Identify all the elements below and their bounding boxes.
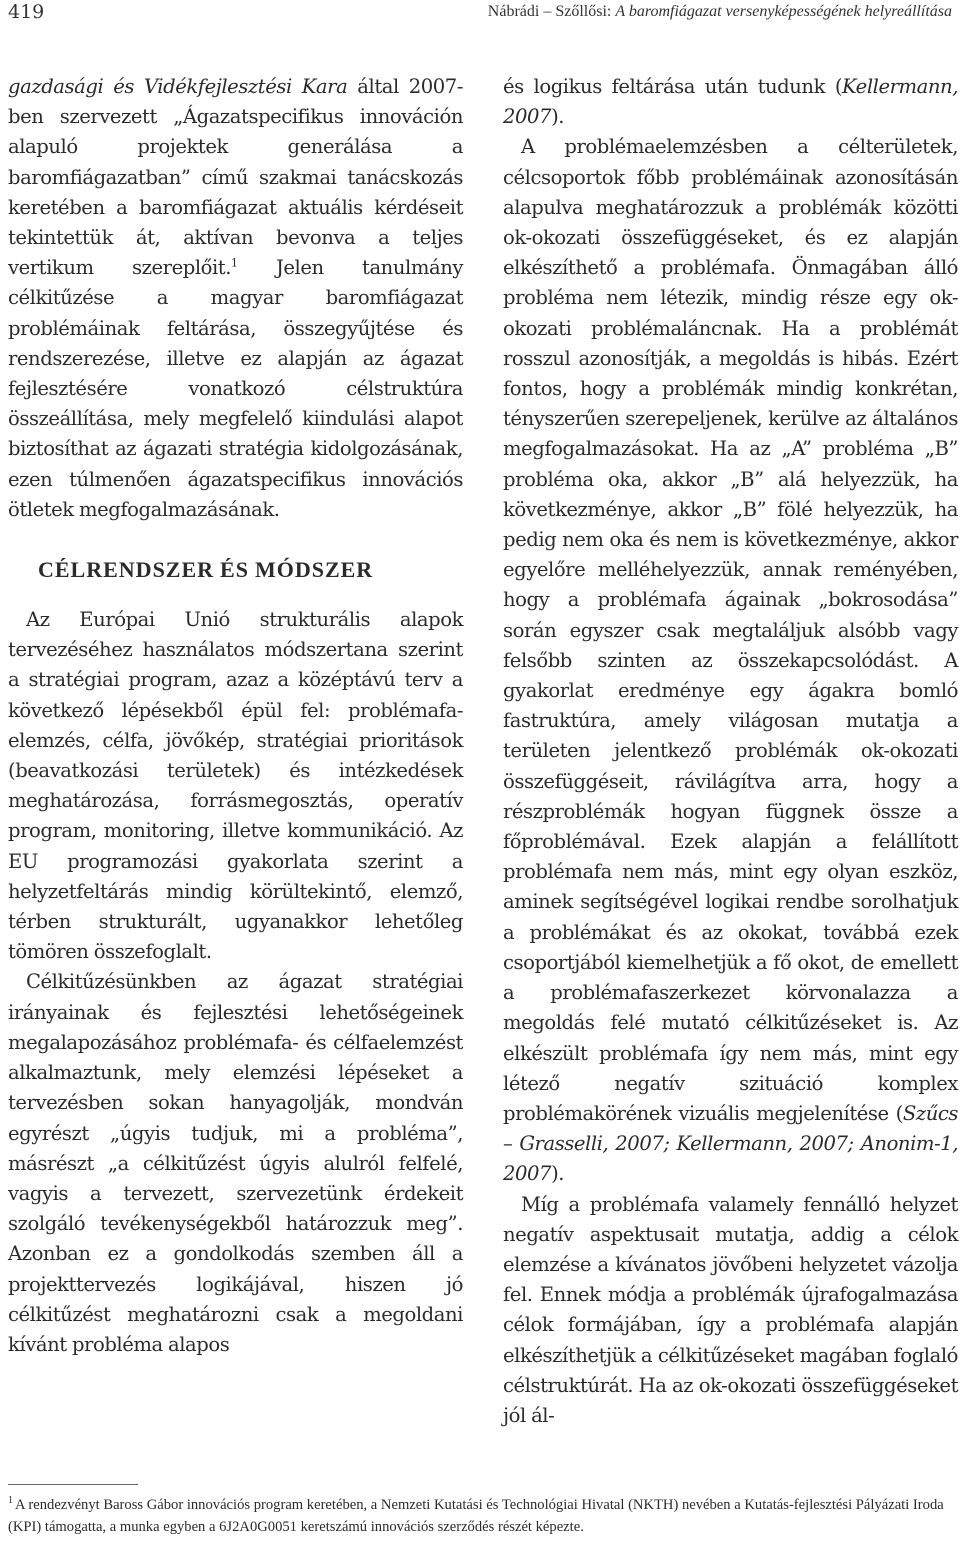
footnote — [8, 1494, 948, 1538]
intro-text: által 2007-ben szervezett „Ágazatspecifikus innováción alapuló projektek generálása a baromfiágazatban” című szakmai tanácskozás keretében a baromfiágazat aktuális kérdéseit tekintettük át, aktívan bevonva a teljes vertikum szereplőit. — [8, 75, 463, 280]
footnote-marker: 1 — [8, 1495, 13, 1506]
objective-paragraph: Célkitűzésünkben az ágazat stratégiai irányainak és fejlesztési lehetőségeinek megalapozásához problémafa- és célfaelemzést alkalmaztunk, mely elemzési lépéseket a tervezésben sokan hanyagolják, mondván egyrészt „úgyis tudjuk, mi a probléma”, másrészt „a célkitűzést úgyis alulról felfelé, vagyis a tervezett, szervezetünk érdekeit szolgáló tevékenységekből határozzuk meg”. Azonban ez a gondolkodás szemben áll a projekttervezés logikájával, hiszen jó célkitűzést meghatározni csak a megoldani kívánt probléma alapos — [8, 970, 463, 1356]
intro-paragraph — [8, 72, 463, 525]
citation: Kellermann, 2007 — [503, 75, 958, 129]
section-heading: CÉLRENDSZER ÉS MÓDSZER — [38, 557, 374, 583]
left-column — [8, 72, 463, 1360]
goal-analysis-paragraph: Míg a problémafa valamely fennálló helyzet negatív aspektusait mutatja, addig a célok elemzése a kívánatos jövőbeni helyzetet vázolja fel. Ennek módja a problémák újrafogalmazása célok formájában, így a problémafa alapján elkészíthetjük a célkitűzéseket magában foglaló célstruktúrát. Ha az ok-okozati összefüggéseket jól ál- — [503, 1192, 958, 1427]
method-paragraph: Az Európai Unió strukturális alapok tervezéséhez használatos módszertana szerint a stratégiai program, azaz a középtávú terv a következő lépésekből épül fel: problémafa-elemzés, célfa, jövőkép, stratégiai prioritások (beavatkozási területek) és intézkedések meghatározása, forrásmegosztás, operatív program, monitoring, illetve kommunikáció. Az EU programozási gyakorlata szerint a helyzetfeltárás mindig körültekintő, elemző, térben strukturált, ugyanakkor lehetőleg tömören összefoglalt. — [8, 608, 463, 964]
footnote-reference: 1 — [231, 256, 238, 270]
footnote-divider — [8, 1484, 138, 1485]
problem-analysis-text: A problémaelemzésben a célterületek, célcsoportok főbb problémáinak azonosításán alapulva meghatározzuk a problémák közötti ok-okozati összefüggéseket, és ez alapján elkészíthető a problémafa. Önmagában álló probléma nem létezik, mindig része egy ok-okozati problémaláncnak. Ha a problémát rosszul azonosítják, a megoldás is hibás. Ezért fontos, hogy a problémák mindig konkrétan, tényszerűen szerepeljenek, kerülve az általános megfogalmazásokat. Ha az „A” probléma „B” probléma oka, akkor „B” alá helyezzük, ha következménye, akkor „B” fölé helyezzük, ha pedig nem oka és nem is következménye, akkor egyelőre melléhelyezzük, annak reményében, hogy a problémafa ágainak „bokrosodása” során egyszer csak megtaláljuk alsóbb vagy felsőbb szinten az összekapcsolódást. A gyakorlat eredménye egy ágakra bomló fastruktúra, amely világosan mutatja a területen jelentkező problémák ok-okozati összefüggéseit, rávilágítva arra, hogy a részproblémák hogyan függnek össze a főproblémával. Ezek alapján a felállított problémafa nem más, mint egy olyan eszköz, aminek segítségével logikai rendbe sorolhatjuk a problémákat és az okokat, továbbá ezek csoportjából kiemelhetjük a fő okot, de emellett a problémafaszerkezet körvonalazza a megoldás felé mutató célkitűzéseket is. Az elkészült problémafa így nem más, mint egy létező negatív szituáció komplex problémakörének vizuális megjelenítése ( — [503, 135, 958, 1125]
running-head-authors: Nábrádi – Szőllősi: — [487, 3, 612, 20]
right-column — [503, 72, 958, 1431]
continued-text-end: ). — [551, 105, 565, 129]
institution-name: gazdasági és Vidékfejlesztési Kara — [8, 75, 348, 98]
running-head — [488, 0, 952, 24]
problem-analysis-end: ). — [551, 1162, 565, 1186]
intro-text-continued: Jelen tanulmány célkitűzése a magyar baromfiágazat problémáinak feltárása, összegyűjtése és rendszerezése, illetve ez alapján az ágazat fejlesztésére vonatkozó célstruktúra összeállítása, mely megfelelő kiindulási alapot biztosíthat az ágazati stratégia kidolgozásának, ezen túlmenően ágazatspecifikus innovációs ötletek megfogalmazásának. — [8, 256, 463, 521]
page-number: 419 — [8, 1, 45, 23]
footnote-text: A rendezvényt Baross Gábor innovációs program keretében, a Nemzeti Kutatási és Technológiai Hivatal (NKTH) nevében a Kutatás-fejlesztési Pályázati Iroda (KPI) támogatta, a munka egyben a 6J2A0G0051 keretszámú innovációs szerződés részét képezte. — [8, 1497, 944, 1535]
citation: Szűcs – Grasselli, 2007; Kellermann, 2007; Anonim-1, 2007 — [503, 1101, 958, 1186]
running-head-title: A baromfiágazat versenyképességének helyreállítása — [615, 3, 952, 20]
problem-analysis-paragraph — [503, 132, 958, 1189]
continued-text: és logikus feltárása után tudunk ( — [503, 75, 843, 98]
continued-paragraph — [503, 72, 958, 132]
